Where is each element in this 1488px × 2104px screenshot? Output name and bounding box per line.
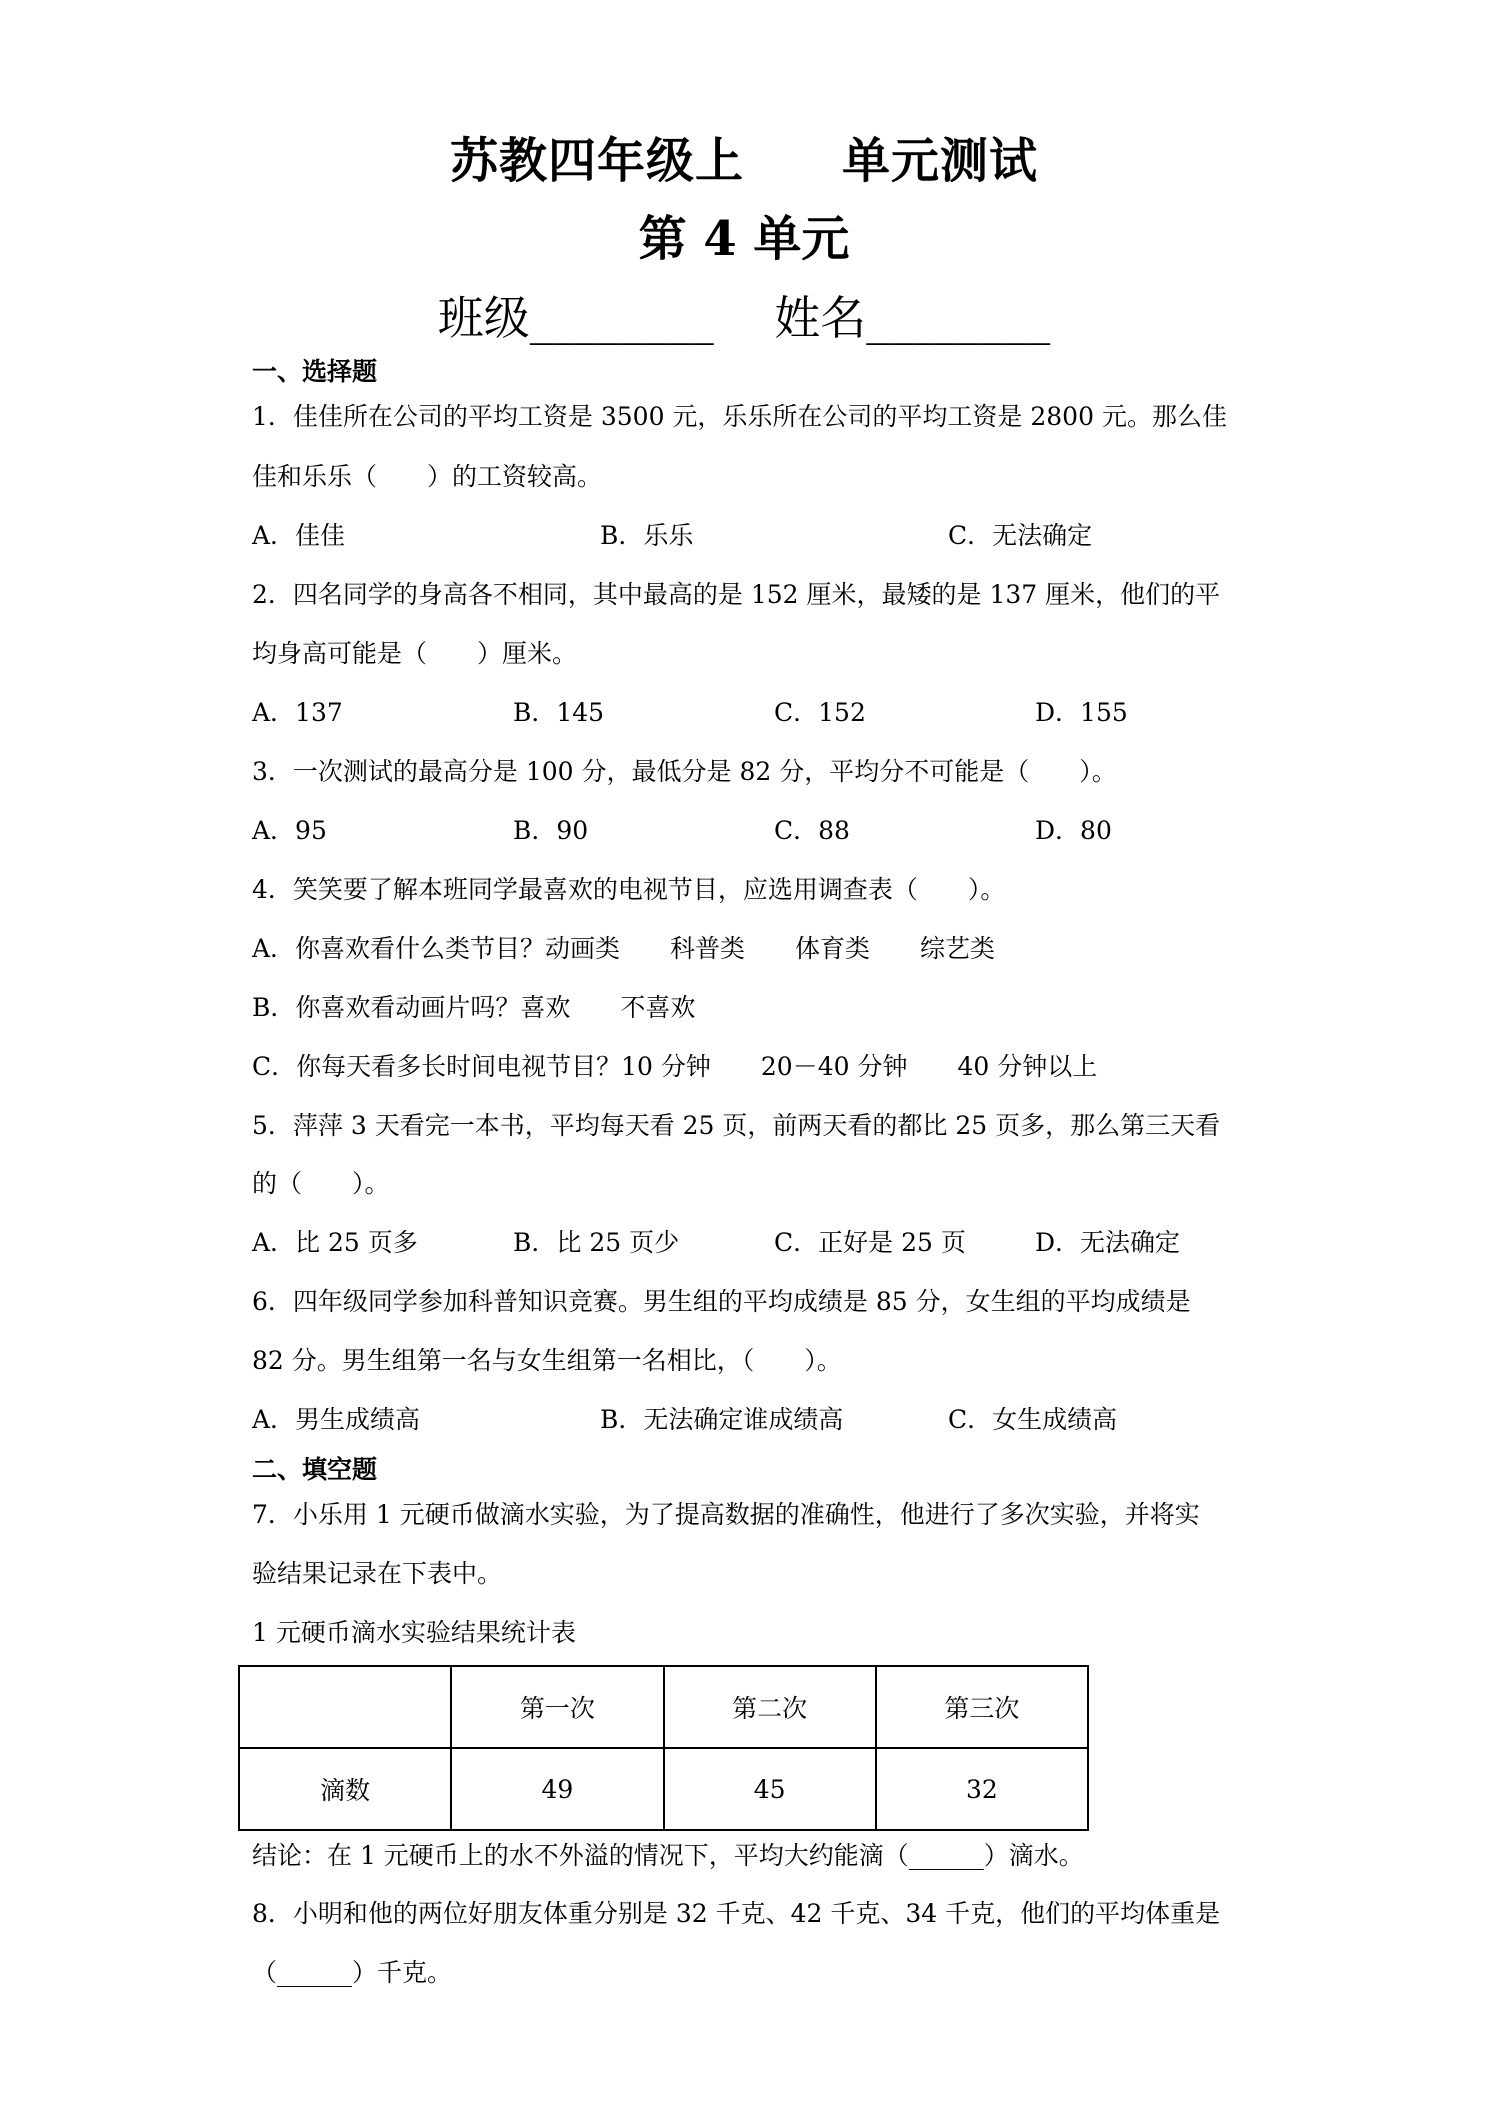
question-2-line-2: 均身高可能是（ ）厘米。 <box>252 639 578 668</box>
table-header-row <box>239 1666 1088 1748</box>
question-6-option-b: B．无法确定谁成绩高 <box>600 1405 844 1434</box>
unit-title: 第 4 单元 <box>638 211 850 267</box>
table-cell: 49 <box>451 1748 663 1830</box>
table-cell: 第二次 <box>664 1666 876 1748</box>
question-6-line-1: 6．四年级同学参加科普知识竞赛。男生组的平均成绩是 85 分，女生组的平均成绩是 <box>252 1287 1191 1316</box>
section-heading-choice: 一、选择题 <box>252 357 378 386</box>
question-2-line-1: 2．四名同学的身高各不相同，其中最高的是 152 厘米，最矮的是 137 厘米，他们的平 <box>252 580 1221 609</box>
experiment-table <box>238 1665 1089 1831</box>
question-8-line-1: 8．小明和他的两位好朋友体重分别是 32 千克、42 千克、34 千克，他们的平均体重是 <box>252 1899 1221 1928</box>
table-cell: 滴数 <box>239 1748 451 1830</box>
class-name-line: 班级________ 姓名________ <box>437 291 1051 345</box>
question-5-option-b: B．比 25 页少 <box>513 1228 680 1257</box>
question-4-option-b: B．你喜欢看动画片吗？喜欢 不喜欢 <box>252 993 696 1022</box>
question-4-option-a: A．你喜欢看什么类节目？动画类 科普类 体育类 综艺类 <box>252 934 996 963</box>
question-4-line-1: 4．笑笑要了解本班同学最喜欢的电视节目，应选用调查表（ ）。 <box>252 875 1006 904</box>
question-6-line-2: 82 分。男生组第一名与女生组第一名相比，（ ）。 <box>252 1346 842 1375</box>
table-cell: 第三次 <box>876 1666 1088 1748</box>
table-cell: 第一次 <box>451 1666 663 1748</box>
question-7-line-1: 7．小乐用 1 元硬币做滴水实验，为了提高数据的准确性，他进行了多次实验，并将实 <box>252 1500 1200 1529</box>
question-3-option-b: B．90 <box>513 816 589 845</box>
question-3-option-d: D．80 <box>1035 816 1112 845</box>
table-cell <box>239 1666 451 1748</box>
question-5-line-1: 5．萍萍 3 天看完一本书，平均每天看 25 页，前两天看的都比 25 页多，那么第三天看 <box>252 1111 1221 1140</box>
question-2-option-d: D．155 <box>1035 698 1128 727</box>
question-2-option-c: C．152 <box>774 698 866 727</box>
table-cell: 45 <box>664 1748 876 1830</box>
question-7-conclusion: 结论：在 1 元硬币上的水不外溢的情况下，平均大约能滴（______）滴水。 <box>252 1841 1084 1870</box>
page-title: 苏教四年级上 单元测试 <box>449 133 1038 189</box>
question-6-option-c: C．女生成绩高 <box>948 1405 1118 1434</box>
question-1-line-1: 1．佳佳所在公司的平均工资是 3500 元，乐乐所在公司的平均工资是 2800 元。那么佳 <box>252 402 1227 431</box>
table-cell: 32 <box>876 1748 1088 1830</box>
section-heading-fill: 二、填空题 <box>252 1455 378 1484</box>
table-row <box>239 1748 1088 1830</box>
table-caption: 1 元硬币滴水实验结果统计表 <box>252 1618 576 1647</box>
question-5-option-d: D．无法确定 <box>1035 1228 1181 1257</box>
question-3-option-c: C．88 <box>774 816 850 845</box>
question-5-option-c: C．正好是 25 页 <box>774 1228 966 1257</box>
question-2-option-a: A．137 <box>252 698 343 727</box>
question-1-option-b: B．乐乐 <box>600 521 694 550</box>
question-5-option-a: A．比 25 页多 <box>252 1228 418 1257</box>
question-8-line-2: （______）千克。 <box>252 1958 453 1987</box>
question-2-option-b: B．145 <box>513 698 605 727</box>
question-6-option-a: A．男生成绩高 <box>252 1405 421 1434</box>
question-1-option-a: A．佳佳 <box>252 521 346 550</box>
question-1-line-2: 佳和乐乐（ ）的工资较高。 <box>252 462 603 491</box>
question-3-option-a: A．95 <box>252 816 327 845</box>
question-1-option-c: C．无法确定 <box>948 521 1093 550</box>
question-7-line-2: 验结果记录在下表中。 <box>252 1559 503 1588</box>
question-5-line-2: 的（ ）。 <box>252 1169 390 1198</box>
question-4-option-c: C．你每天看多长时间电视节目？10 分钟 20－40 分钟 40 分钟以上 <box>252 1052 1098 1081</box>
question-3-line-1: 3．一次测试的最高分是 100 分，最低分是 82 分，平均分不可能是（ ）。 <box>252 757 1117 786</box>
